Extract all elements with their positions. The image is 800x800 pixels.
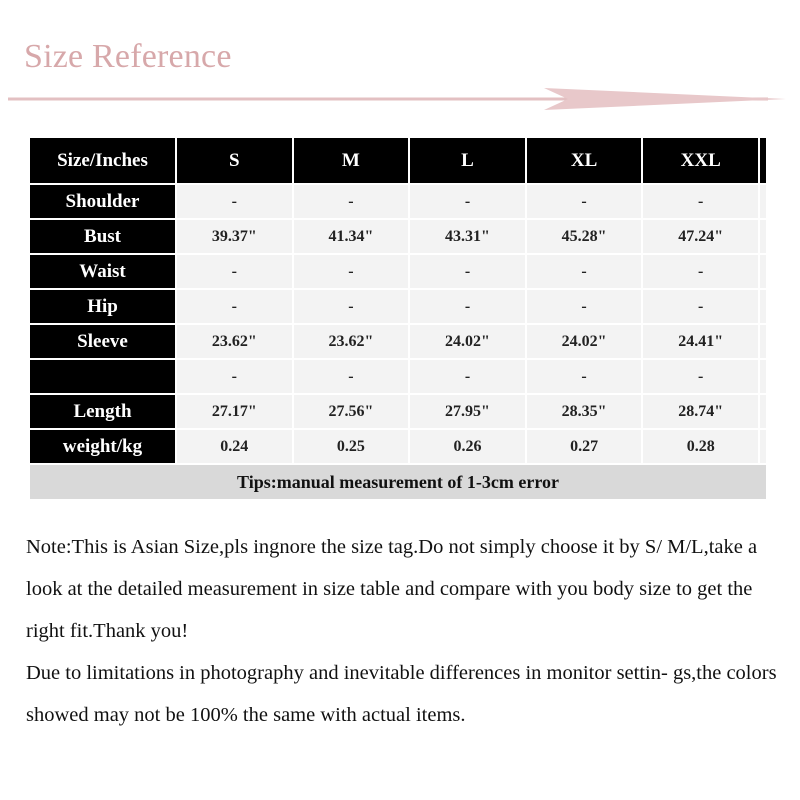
table-row: [30, 395, 766, 428]
table-cell: -: [294, 290, 409, 323]
table-cell: 0.25: [294, 430, 409, 463]
table-cell: 45.28": [527, 220, 642, 253]
table-cell: 27.56": [294, 395, 409, 428]
table-cell: 41.34": [294, 220, 409, 253]
row-label: Hip: [30, 290, 175, 323]
table-cell: -: [643, 360, 758, 393]
table-row: [30, 255, 766, 288]
table-cell: -: [177, 185, 292, 218]
size-corner-label: Size/Inches: [30, 138, 175, 183]
decorative-arrow-icon: [8, 86, 786, 116]
note-paragraph-asian-size: Note:This is Asian Size,pls ingnore the size tag.Do not simply choose it by S/ M/L,take a look at the detailed measurement in size table and compare with you body size to get the right fit.Thank you!: [26, 536, 758, 642]
table-cell: -: [177, 360, 292, 393]
tips-text: Tips:manual measurement of 1-3cm error: [30, 465, 766, 499]
table-cell: 27.17": [177, 395, 292, 428]
table-row: [30, 430, 766, 463]
table-cell: 28.35": [527, 395, 642, 428]
table-cell: 0.24: [177, 430, 292, 463]
table-row: [30, 360, 766, 393]
row-label: Bust: [30, 220, 175, 253]
table-cell: 0.28: [643, 430, 758, 463]
row-spacer: [760, 325, 766, 358]
table-cell: -: [643, 255, 758, 288]
table-cell: 0.26: [410, 430, 525, 463]
table-cell: -: [410, 290, 525, 323]
table-cell: 28.74": [643, 395, 758, 428]
size-column-xl: XL: [527, 138, 642, 183]
row-spacer: [760, 360, 766, 393]
row-spacer: [760, 220, 766, 253]
page-title: Size Reference: [24, 38, 232, 75]
table-cell: 0.27: [527, 430, 642, 463]
size-column-s: S: [177, 138, 292, 183]
table-row: [30, 185, 766, 218]
size-column-m: M: [294, 138, 409, 183]
table-cell: -: [410, 360, 525, 393]
table-cell: -: [527, 185, 642, 218]
table-row: [30, 325, 766, 358]
table-cell: -: [643, 290, 758, 323]
table-cell: 39.37": [177, 220, 292, 253]
table-cell: -: [527, 360, 642, 393]
table-cell: -: [410, 185, 525, 218]
size-note: [26, 526, 786, 736]
table-cell: -: [294, 255, 409, 288]
row-spacer: [760, 185, 766, 218]
row-spacer: [760, 255, 766, 288]
table-cell: -: [643, 185, 758, 218]
table-row: [30, 220, 766, 253]
table-cell: -: [177, 290, 292, 323]
row-label: Waist: [30, 255, 175, 288]
table-cell: -: [410, 255, 525, 288]
table-cell: 27.95": [410, 395, 525, 428]
table-cell: 24.02": [410, 325, 525, 358]
table-cell: -: [294, 360, 409, 393]
row-label: [30, 360, 175, 393]
row-label: Shoulder: [30, 185, 175, 218]
table-cell: -: [294, 185, 409, 218]
size-table: [28, 136, 768, 501]
tips-row: [30, 465, 766, 499]
table-cell: -: [177, 255, 292, 288]
table-row: [30, 290, 766, 323]
row-label: Sleeve: [30, 325, 175, 358]
table-cell: 43.31": [410, 220, 525, 253]
note-paragraph-color-disclaimer: Due to limitations in photography and inevitable differences in monitor settin- gs,the colors showed may not be 100% the same with actual items.: [26, 662, 777, 726]
size-header-row: [30, 138, 766, 183]
table-cell: -: [527, 290, 642, 323]
table-cell: 24.02": [527, 325, 642, 358]
size-column-xxl: XXL: [643, 138, 758, 183]
row-spacer: [760, 395, 766, 428]
row-spacer: [760, 430, 766, 463]
row-label: weight/kg: [30, 430, 175, 463]
header-spacer: [760, 138, 766, 183]
table-cell: -: [527, 255, 642, 288]
table-cell: 23.62": [177, 325, 292, 358]
row-spacer: [760, 290, 766, 323]
table-cell: 24.41": [643, 325, 758, 358]
table-cell: 47.24": [643, 220, 758, 253]
table-cell: 23.62": [294, 325, 409, 358]
row-label: Length: [30, 395, 175, 428]
size-column-l: L: [410, 138, 525, 183]
